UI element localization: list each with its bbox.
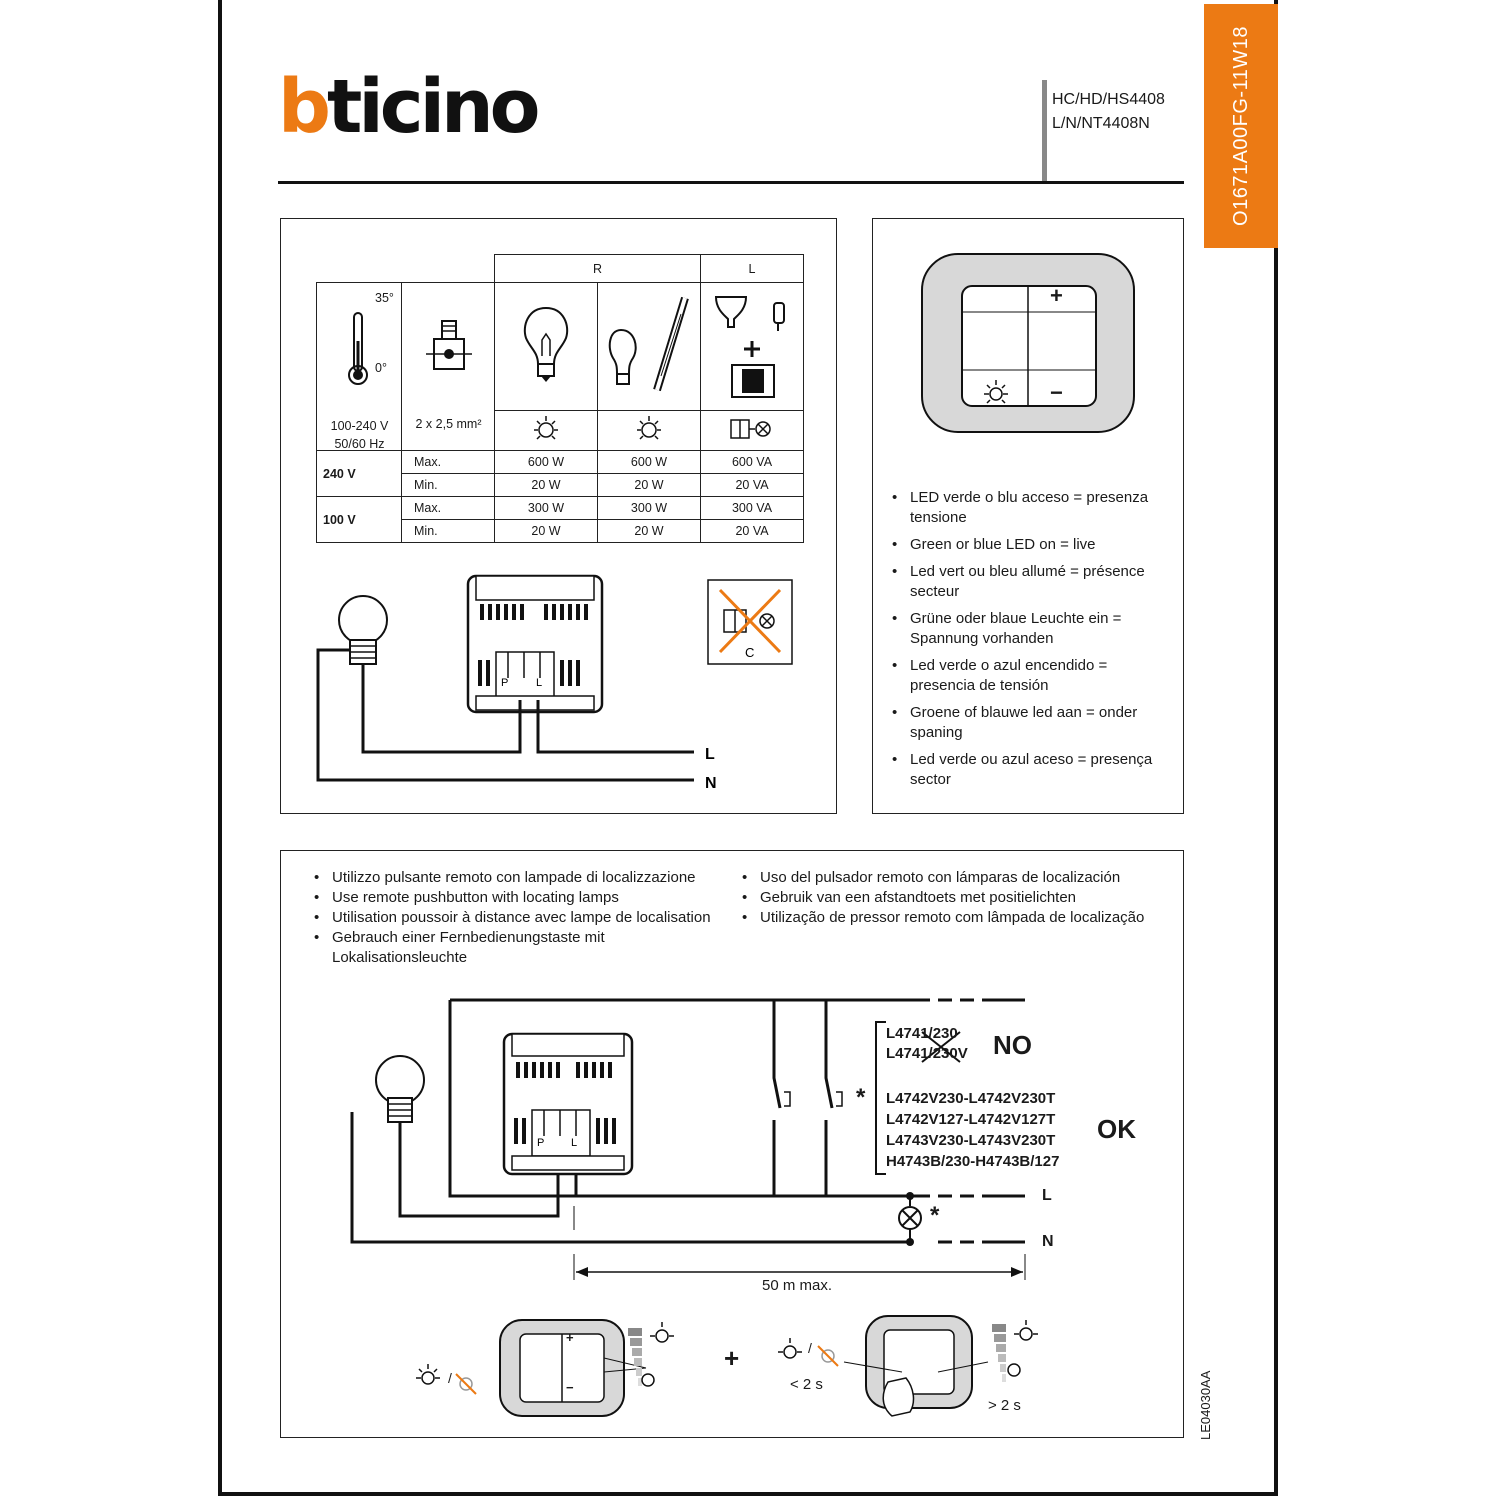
led-legend-list <box>892 488 1174 797</box>
remote-use-fr: • Utilisation poussoir à distance avec lampe de localisation <box>314 908 734 928</box>
thermometer-icon <box>343 311 373 387</box>
document-reference-text: LE04030AA <box>1198 1370 1213 1440</box>
distance-label: 50 m max. <box>762 1277 833 1294</box>
remote-pushbutton-2-icon <box>826 1000 842 1196</box>
remote-use-en: • Use remote pushbutton with locating lamps <box>314 888 734 908</box>
ok-models-list <box>886 1088 1059 1172</box>
remote-dim-lamp-icon <box>1008 1364 1020 1376</box>
top-wiring-diagram <box>280 560 837 810</box>
ok-model-4: H4743B/230-H4743B/127 <box>886 1153 1060 1170</box>
remote-dimming-ramp-icon <box>992 1324 1006 1382</box>
models-bracket <box>876 1022 886 1174</box>
row-240-max-l: 600 VA <box>701 451 804 474</box>
low-voltage-lamp-transformer-icon <box>702 285 802 405</box>
transformer-cell <box>701 283 804 411</box>
row-240-max-r2: 600 W <box>598 451 701 474</box>
row-100-max-r1: 300 W <box>495 497 598 520</box>
voltage-240: 240 V <box>317 451 402 497</box>
remote-lamp-off-icon <box>818 1346 838 1366</box>
document-reference <box>1198 1350 1238 1440</box>
remote-use-list-left <box>314 868 734 968</box>
locating-lamp-icon <box>899 1192 921 1246</box>
ok-label: OK <box>1097 1114 1136 1144</box>
terminal-p-label: P <box>501 677 509 689</box>
group-l-header: L <box>701 255 804 283</box>
group-r-header: R <box>495 255 701 283</box>
lamp-off-icon <box>456 1374 476 1394</box>
combine-plus: + <box>724 1343 740 1373</box>
temperature-cell <box>317 283 402 451</box>
row-100-min-r1: 20 W <box>495 520 598 543</box>
halogen-lamp-icon <box>599 290 699 400</box>
header-rule <box>278 181 1184 184</box>
led-legend-de: • Grüne oder blaue Leuchte ein = Spannung vorhanden <box>892 609 1174 649</box>
no-label: NO <box>993 1030 1032 1060</box>
transformer-symbol-cell <box>701 411 804 451</box>
on-off-slash: / <box>448 1370 452 1386</box>
remote-use-list-right <box>742 868 1162 928</box>
row-100-min-label: Min. <box>402 520 495 543</box>
remote-use-it: • Utilizzo pulsante remoto con lampade di localizzazione <box>314 868 734 888</box>
row-100-min-l: 20 VA <box>701 520 804 543</box>
long-press-label: > 2 s <box>988 1397 1021 1414</box>
bottom-line-l-label: L <box>1042 1187 1052 1204</box>
asterisk-pushbutton: * <box>856 1084 866 1111</box>
remote-use-de: • Gebrauch einer Fernbedienungstaste mit Lokalisationsleuchte <box>314 928 734 968</box>
incandescent-lamp-icon <box>516 300 576 390</box>
led-legend-es: • Led verde o azul encendido = presencia de tensión <box>892 656 1174 696</box>
row-100-max-r2: 300 W <box>598 497 701 520</box>
remote-use-nl: • Gebruik van een afstandtoets met positielichten <box>742 888 1162 908</box>
temp-min: 0° <box>375 361 387 375</box>
left-plus-key: + <box>566 1330 574 1345</box>
dimmable-lamp-icon <box>634 414 664 444</box>
line-n-label: N <box>705 775 717 792</box>
short-press-label: < 2 s <box>790 1376 823 1393</box>
no-model-2: L4741/230V <box>886 1045 968 1062</box>
load-spec-table <box>316 254 804 543</box>
dimmer-front-illustration <box>920 252 1136 434</box>
finger-press-icon <box>883 1378 913 1416</box>
ok-model-3: L4743V230-L4743V230T <box>886 1132 1056 1149</box>
row-240-min-r2: 20 W <box>598 474 701 497</box>
line-l-label: L <box>705 746 715 763</box>
product-code-line2: L/N/NT4408N <box>1052 115 1150 132</box>
led-legend-en: • Green or blue LED on = live <box>892 535 1174 555</box>
load-bulb-icon <box>339 596 387 664</box>
remote-on-off-slash: / <box>808 1340 812 1356</box>
document-code-tab-text: O1671A00FG-11W18 <box>1229 26 1252 226</box>
no-models-list <box>886 1024 968 1064</box>
header-divider <box>1042 80 1047 182</box>
temp-max: 35° <box>375 291 394 305</box>
remote-dimmer-device-icon <box>504 1034 632 1174</box>
asterisk-lamp: * <box>930 1202 940 1229</box>
remote-pushbutton-1-icon <box>774 1000 790 1196</box>
ok-model-1: L4742V230-L4742V230T <box>886 1090 1056 1107</box>
left-minus-key: − <box>566 1380 574 1395</box>
product-code-line1: HC/HD/HS4408 <box>1052 91 1165 108</box>
row-240-max-label: Max. <box>402 451 495 474</box>
dimmer-device-icon <box>468 576 602 712</box>
halogen-cell <box>598 283 701 411</box>
remote-terminal-p-label: P <box>537 1137 545 1149</box>
row-240-min-l: 20 VA <box>701 474 804 497</box>
supply-frequency: 50/60 Hz <box>334 437 385 451</box>
led-legend-nl: • Groene of blauwe led aan = onder spaning <box>892 703 1174 743</box>
led-legend-it: • LED verde o blu acceso = presenza tensione <box>892 488 1174 528</box>
transformer-lamp-symbol-icon <box>727 414 777 444</box>
product-codes <box>1052 88 1165 136</box>
row-240-min-r1: 20 W <box>495 474 598 497</box>
supply-voltage: 100-240 V <box>330 419 389 433</box>
bticino-logo: bticino <box>278 64 537 150</box>
bottom-line-n-label: N <box>1042 1233 1054 1250</box>
document-code-tab <box>1204 4 1278 248</box>
led-legend-pt: • Led verde ou azul aceso = presença sector <box>892 750 1174 790</box>
wire-cell <box>402 283 495 451</box>
terminal-l-label: L <box>536 677 543 689</box>
row-100-max-label: Max. <box>402 497 495 520</box>
minus-key: − <box>1050 380 1063 405</box>
led-legend-fr: • Led vert ou bleu allumé = présence secteur <box>892 562 1174 602</box>
dimmable-lamp-icon <box>531 414 561 444</box>
remote-use-pt: • Utilização de pressor remoto com lâmpada de localização <box>742 908 1162 928</box>
remote-terminal-l-label: L <box>571 1137 578 1149</box>
row-100-max-l: 300 VA <box>701 497 804 520</box>
dimmable-cell-r1 <box>495 411 598 451</box>
remote-use-es: • Uso del pulsador remoto con lámparas de localización <box>742 868 1162 888</box>
row-240-min-label: Min. <box>402 474 495 497</box>
voltage-100: 100 V <box>317 497 402 543</box>
remote-load-bulb-icon <box>376 1056 424 1122</box>
wire-section: 2 x 2,5 mm² <box>415 417 482 431</box>
remote-lamp-on-icon <box>778 1338 802 1358</box>
dim-lamp-icon <box>642 1374 654 1386</box>
no-model-1: L4741/230 <box>886 1025 958 1042</box>
row-100-min-r2: 20 W <box>598 520 701 543</box>
bright-lamp-icon <box>650 1322 674 1342</box>
remote-bright-lamp-icon <box>1014 1320 1038 1340</box>
incandescent-cell <box>495 283 598 411</box>
lamp-on-icon <box>416 1364 440 1384</box>
capacitive-label: C <box>745 645 755 660</box>
terminal-screw-icon <box>426 317 472 377</box>
dimming-ramp-icon <box>628 1328 642 1386</box>
dimmable-cell-r2 <box>598 411 701 451</box>
ok-model-2: L4742V127-L4742V127T <box>886 1111 1056 1128</box>
row-240-max-r1: 600 W <box>495 451 598 474</box>
plus-key: + <box>1050 283 1063 308</box>
